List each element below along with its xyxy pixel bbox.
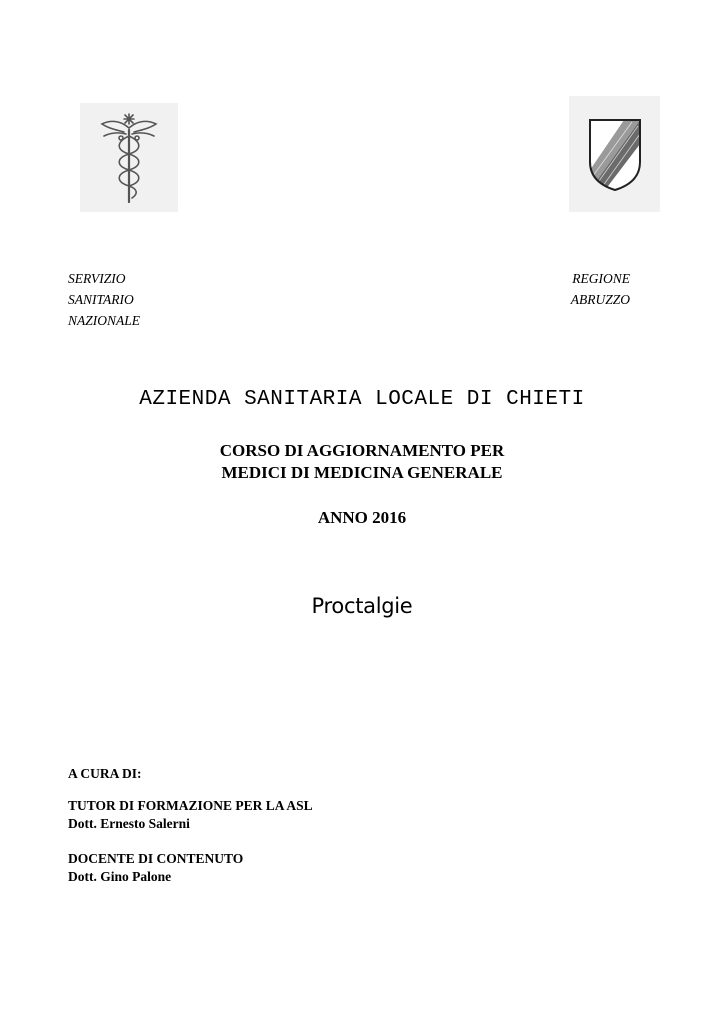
region-shield-icon xyxy=(584,114,646,194)
label-line: ABRUZZO xyxy=(570,292,630,307)
credits-heading: A CURA DI: xyxy=(68,766,142,781)
tutor-block xyxy=(68,797,313,833)
course-title-line-2: MEDICI DI MEDICINA GENERALE xyxy=(221,463,503,482)
servizio-sanitario-nazionale-label xyxy=(68,268,140,331)
page-title: AZIENDA SANITARIA LOCALE DI CHIETI xyxy=(139,388,585,411)
caduceus-emblem-icon xyxy=(94,110,164,206)
label-line: REGIONE xyxy=(572,271,630,286)
course-title xyxy=(0,440,724,484)
teacher-name: Dott. Gino Palone xyxy=(68,869,172,884)
tutor-role: TUTOR DI FORMAZIONE PER LA ASL xyxy=(68,798,313,813)
year-label: ANNO 2016 xyxy=(317,508,407,527)
course-title-line-1: CORSO DI AGGIORNAMENTO PER xyxy=(219,441,505,460)
ssn-logo xyxy=(80,103,178,212)
topic-title: Proctalgie xyxy=(311,594,413,618)
label-line: SERVIZIO xyxy=(68,271,126,286)
teacher-role: DOCENTE DI CONTENUTO xyxy=(68,851,244,866)
label-line: SANITARIO xyxy=(68,292,134,307)
label-line: NAZIONALE xyxy=(68,313,141,328)
tutor-name: Dott. Ernesto Salerni xyxy=(68,816,190,831)
regione-abruzzo-logo xyxy=(569,96,660,212)
regione-abruzzo-label xyxy=(571,268,630,310)
teacher-block xyxy=(68,850,243,886)
